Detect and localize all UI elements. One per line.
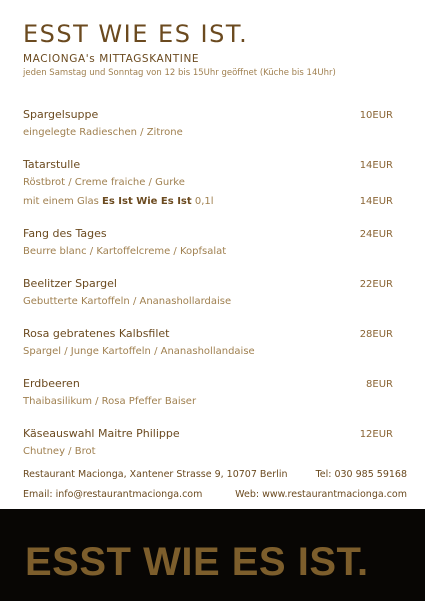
dish-price: 22EUR (359, 279, 393, 290)
menu-item (23, 227, 395, 265)
dish-name: Käseauswahl Maitre Philippe (23, 427, 180, 440)
wine-name: Es Ist Wie Es Ist (102, 196, 192, 207)
dish-name: Rosa gebratenes Kalbsfilet (23, 327, 170, 340)
page-title: ESST WIE ES IST. (23, 20, 249, 48)
dish-name: Fang des Tages (23, 227, 107, 240)
menu-item (23, 377, 395, 415)
wine-pairing-price: 14EUR (359, 196, 393, 207)
dish-description: Spargel / Junge Kartoffeln / Ananashollandaise (23, 346, 255, 357)
menu-header (23, 20, 336, 78)
slogan-banner (0, 509, 425, 601)
dish-price: 28EUR (359, 329, 393, 340)
slogan-text: ESST WIE ES IST. (25, 540, 369, 584)
menu-item (23, 427, 395, 465)
contact-footer (23, 469, 407, 509)
dish-description: Röstbrot / Creme fraiche / Gurke (23, 177, 185, 188)
menu-list (23, 108, 395, 477)
dish-price: 10EUR (359, 110, 393, 121)
menu-item (23, 108, 395, 146)
dish-description: Thaibasilikum / Rosa Pfeffer Baiser (23, 396, 197, 407)
page-subtitle: MACIONGA's MITTAGSKANTINE (23, 53, 200, 65)
dish-name: Tatarstulle (23, 158, 81, 171)
dish-name: Erdbeeren (23, 377, 80, 390)
opening-hours: jeden Samstag und Sonntag von 12 bis 15Uhr geöffnet (Küche bis 14Uhr) (23, 68, 336, 78)
menu-item (23, 158, 395, 215)
website: Web: www.restaurantmacionga.com (235, 489, 407, 500)
wine-pairing (23, 196, 214, 207)
dish-description: Gebutterte Kartoffeln / Ananashollardaise (23, 296, 232, 307)
wine-pairing-prefix: mit einem Glas (23, 196, 103, 207)
phone-number: Tel: 030 985 59168 (315, 469, 407, 480)
dish-description: Chutney / Brot (23, 446, 96, 457)
dish-name: Spargelsuppe (23, 108, 99, 121)
restaurant-address: Restaurant Macionga, Xantener Strasse 9, 10707 Berlin (23, 469, 288, 480)
dish-price: 24EUR (359, 229, 393, 240)
dish-price: 12EUR (359, 429, 393, 440)
dish-price: 8EUR (366, 379, 393, 390)
wine-pairing-suffix: 0,1l (191, 196, 214, 207)
dish-price: 14EUR (359, 160, 393, 171)
dish-name: Beelitzer Spargel (23, 277, 117, 290)
menu-item (23, 327, 395, 365)
dish-description: Beurre blanc / Kartoffelcreme / Kopfsalat (23, 246, 227, 257)
dish-description: eingelegte Radieschen / Zitrone (23, 127, 183, 138)
email-address: Email: info@restaurantmacionga.com (23, 489, 203, 500)
menu-item (23, 277, 395, 315)
